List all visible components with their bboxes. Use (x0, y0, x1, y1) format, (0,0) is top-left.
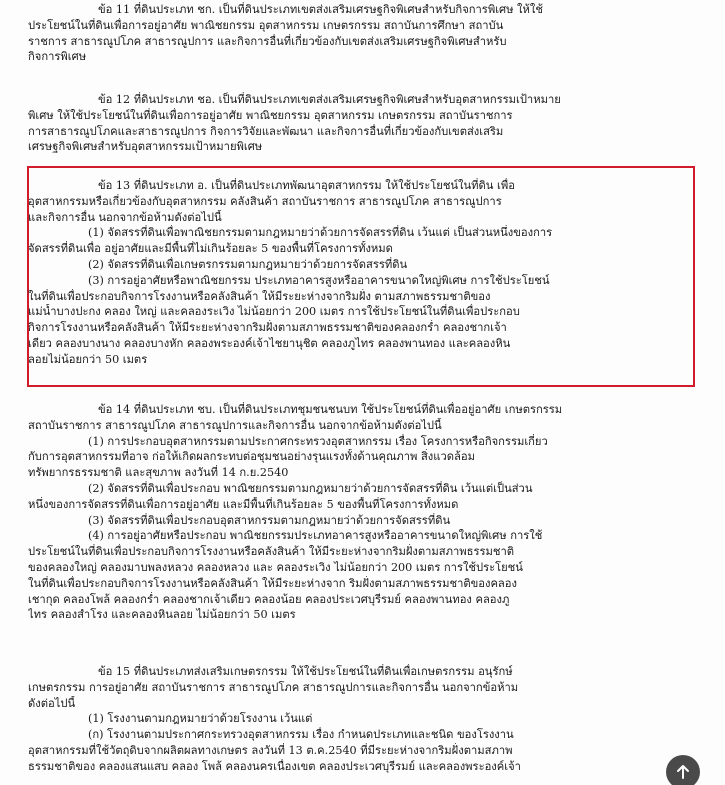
clause-15-line: ดังต่อไปนี้ (28, 696, 76, 710)
clause-13-line: จัดสรรที่ดินเพื่อ อยู่อาศัยและมีพื้นที่ไม่เกินร้อยละ 5 ของพื้นที่โครงการทั้งหมด (28, 242, 393, 256)
clause-14-line: (1) การประกอบอุตสาหกรรมตามประกาศกระทรวงอุตสาหกรรม เรื่อง โครงการหรือกิจกรรมเกี่ยว (88, 434, 548, 448)
clause-13-line: แม่น้ำบางปะกง คลอง ใหญ่ และคลองระเวิง ไม่น้อยกว่า 200 เมตร การใช้ประโยชน์ในที่ดินเพื่อประกอบ (28, 305, 520, 319)
clause-11-line: ข้อ 11 ที่ดินประเภท ชก. เป็นที่ดินประเภทเขตส่งเสริมเศรษฐกิจพิเศษสำหรับกิจการพิเศษ ให้ใช้ (98, 3, 543, 16)
clause-13-line: เดียว คลองบางนาง คลองบางหัก คลองพระองค์เจ้าไชยานุชิต คลองภูไทร คลองพานทอง และคลองหิน (28, 336, 511, 350)
clause-15-line: อุตสาหกรรมที่ใช้วัตถุดิบจากผลิตผลทางเกษตร ลงวันที่ 13 ต.ค.2540 ที่มีระยะห่างจากริมฝั่งตามสภาพ (28, 743, 513, 757)
clause-15 (28, 664, 696, 775)
clause-13-line: (3) การอยู่อาศัยหรือพาณิชยกรรม ประเภทอาคารสูงหรืออาคารขนาดใหญ่พิเศษ การใช้ประโยชน์ (88, 273, 550, 287)
clause-11-line: กิจการพิเศษ (28, 50, 87, 64)
clause-11-line: ราชการ สาธารณูปโภค สาธารณูปการ และกิจการอื่นที่เกี่ยวข้องกับเขตส่งเสริมเศรษฐกิจพิเศษสำหรับ (28, 34, 507, 48)
clause-14-line: ไทร คลองสำโรง และคลองหินลอย ไม่น้อยกว่า 50 เมตร (28, 608, 296, 622)
clause-15-line: (ก) โรงงานตามประกาศกระทรวงอุตสาหกรรม เรื่อง กำหนดประเภทและชนิด ของโรงงาน (88, 728, 514, 742)
clause-14-line: สถาบันราชการ สาธารณูปโภค สาธารณูปการและกิจการอื่น นอกจากข้อห้ามดังต่อไปนี้ (28, 418, 442, 432)
clause-13-line: และกิจการอื่น นอกจากข้อห้ามดังต่อไปนี้ (28, 210, 222, 224)
clause-15-line: (1) โรงงานตามกฎหมายว่าด้วยโรงงาน เว้นแต่ (88, 712, 313, 726)
clause-12-line: เศรษฐกิจพิเศษสำหรับอุตสาหกรรมเป้าหมายพิเศษ (28, 140, 263, 154)
clause-14 (28, 402, 696, 623)
clause-14-line: (3) จัดสรรที่ดินเพื่อประกอบอุตสาหกรรมตามกฎหมายว่าด้วยการจัดสรรที่ดิน (88, 513, 451, 527)
clause-13-line: ในที่ดินเพื่อประกอบกิจการโรงงานหรือคลังสินค้า ให้มีระยะห่างจากริมฝั่ง ตามสภาพธรรมชาติของ (28, 289, 491, 303)
clause-14-line: ข้อ 14 ที่ดินประเภท ชบ. เป็นที่ดินประเภทชุมชนชนบท ใช้ประโยชน์ที่ดินเพื่ออยู่อาศัย เกษตรกรรม (98, 403, 563, 416)
clause-12 (28, 92, 696, 155)
clause-14-line: ในที่ดินเพื่อประกอบกิจการโรงงานหรือคลังสินค้า ให้มีระยะห่างจาก ริมฝั่งตามสภาพธรรมชาติของคลอง (28, 576, 517, 590)
clause-11 (28, 2, 696, 65)
arrow-up-icon (675, 764, 691, 780)
clause-11-line: ประโยชน์ในที่ดินเพื่อการอยู่อาศัย พาณิชยกรรม อุตสาหกรรม เกษตรกรรม สถาบันการศึกษา สถาบัน (28, 18, 504, 32)
clause-13-line: (2) จัดสรรที่ดินเพื่อเกษตรกรรมตามกฎหมายว่าด้วยการจัดสรรที่ดิน (88, 257, 408, 271)
clause-14-line: กับการอุตสาหกรรมที่อาจ ก่อให้เกิดผลกระทบต่อชุมชนอย่างรุนแรงทั้งด้านคุณภาพ สิ่งแวดล้อม (28, 450, 475, 464)
clause-14-line: หนึ่งของการจัดสรรที่ดินเพื่อการอยู่อาศัย และมีพื้นที่เกินร้อยละ 5 ของพื้นที่โครงการทั้งหมด (28, 497, 459, 511)
clause-14-line: ทรัพยากรธรรมชาติ และสุขภาพ ลงวันที่ 14 ก.ย.2540 (28, 466, 289, 480)
clause-13-line: (1) จัดสรรที่ดินเพื่อพาณิชยกรรมตามกฎหมายว่าด้วยการจัดสรรที่ดิน เว้นแต่ เป็นส่วนหนึ่งของการ (88, 226, 553, 240)
clause-13-line: กิจการโรงงานหรือคลังสินค้า ให้มีระยะห่างจากริมฝั่งตามสภาพธรรมชาติของคลองกร่ำ คลองชากเจ้า (28, 321, 507, 335)
clause-14-line: ประโยชน์ในที่ดินเพื่อประกอบกิจการโรงงานหรือคลังสินค้า ให้มีระยะห่างจากริมฝั่งตามสภาพธรรมชาติ (28, 545, 514, 559)
clause-15-line: เกษตรกรรม การอยู่อาศัย สถาบันราชการ สาธารณูปโภค สาธารณูปการและกิจการอื่น นอกจากข้อห้าม (28, 680, 519, 694)
clause-14-line: ของคลองใหญ่ คลองมาบพลงหลวง คลองหลวง และ คลองระเวิง ไม่น้อยกว่า 200 เมตร การใช้ประโยชน์ (28, 560, 523, 574)
clause-13 (28, 178, 696, 368)
clause-14-line: (4) การอยู่อาศัยหรือประกอบ พาณิชยกรรมประเภทอาคารสูงหรืออาคารขนาดใหญ่พิเศษ การใช้ (88, 529, 543, 543)
clause-13-line: ข้อ 13 ที่ดินประเภท อ. เป็นที่ดินประเภทพัฒนาอุตสาหกรรม ให้ใช้ประโยชน์ในที่ดิน เพื่อ (98, 179, 515, 192)
clause-12-line: การสาธารณูปโภคและสาธารณูปการ กิจการวิจัยและพัฒนา และกิจการอื่นที่เกี่ยวข้องกับเขตส่งเสริม (28, 124, 504, 138)
clause-14-line: (2) จัดสรรที่ดินเพื่อประกอบ พาณิชยกรรมตามกฎหมายว่าด้วยการจัดสรรที่ดิน เว้นแต่เป็นส่วน (88, 481, 533, 495)
clause-14-line: เชากุด คลองโพล้ คลองกร่ำ คลองชากเจ้าเดียว คลองน้อย คลองประเวศบุรีรมย์ คลองพานทอง คลองภู (28, 592, 510, 606)
clause-13-line: ลอยไม่น้อยกว่า 50 เมตร (28, 352, 148, 366)
clause-13-line: อุตสาหกรรมหรือเกี่ยวข้องกับอุตสาหกรรม คลังสินค้า สถาบันราชการ สาธารณูปโภค สาธารณูปการ (28, 194, 502, 208)
clause-15-line: ข้อ 15 ที่ดินประเภทส่งเสริมเกษตรกรรม ให้ใช้ประโยชน์ในที่ดินเพื่อเกษตรกรรม อนุรักษ์ (98, 665, 513, 678)
clause-15-line: ธรรมชาติของ คลองแสนแสบ คลอง โพล้ คลองนครเนื่องเขต คลองประเวศบุรีรมย์ และคลองพระองค์เจ้า (28, 759, 521, 773)
clause-12-line: พิเศษ ให้ใช้ประโยชน์ในที่ดินเพื่อการอยู่อาศัย พาณิชยกรรม อุตสาหกรรม เกษตรกรรม สถาบันราชการ (28, 108, 513, 122)
clause-12-line: ข้อ 12 ที่ดินประเภท ชอ. เป็นที่ดินประเภทเขตส่งเสริมเศรษฐกิจพิเศษสำหรับอุตสาหกรรมเป้าหมาย (98, 93, 561, 106)
scroll-top-button[interactable] (666, 755, 700, 785)
